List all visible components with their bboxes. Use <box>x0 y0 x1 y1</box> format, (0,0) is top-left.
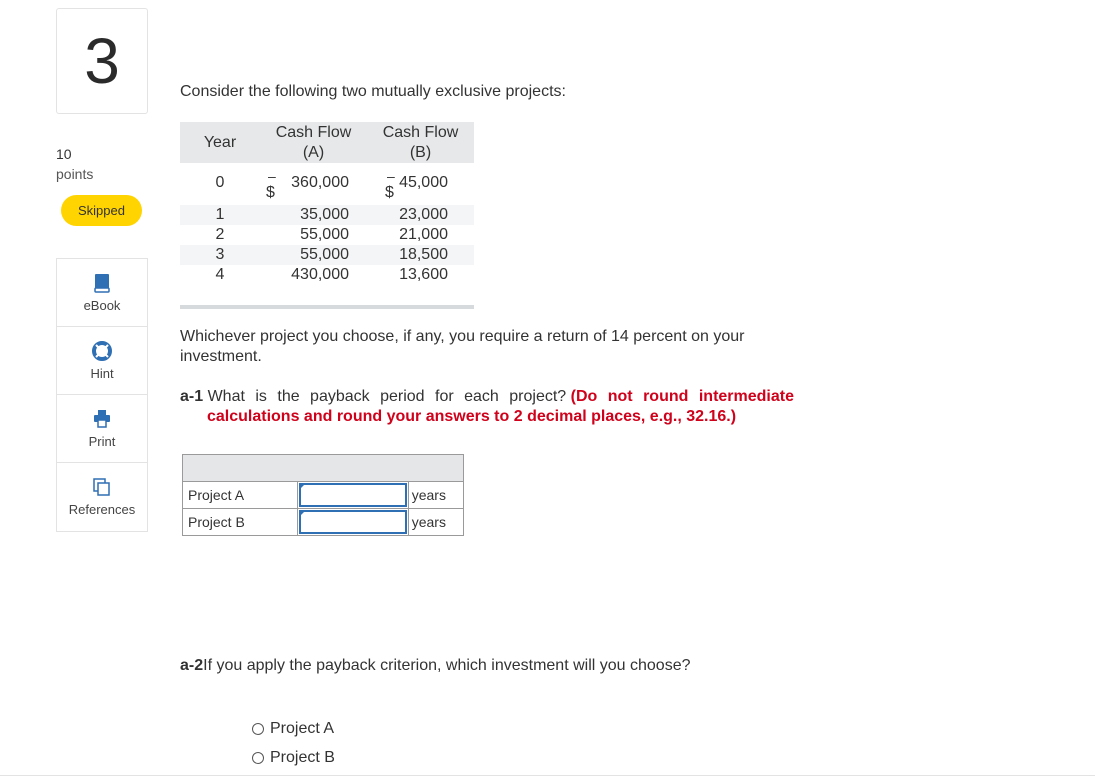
year-header: Year <box>203 133 237 151</box>
answer-table-header <box>183 455 464 482</box>
project-b-payback-input[interactable] <box>299 510 407 534</box>
question-a1 <box>180 387 880 427</box>
print-label: Print <box>88 433 116 449</box>
a2-text: If you apply the payback criterion, which investment will you choose? <box>203 657 691 674</box>
year-cell: 1 <box>215 206 225 223</box>
table-bottom-rule <box>180 305 474 309</box>
cash-flow-a-cell: 35,000 <box>300 206 349 223</box>
table-row <box>183 509 464 536</box>
radio-button[interactable] <box>252 752 264 764</box>
cash-flow-b-cell: 18,500 <box>399 246 448 263</box>
cash-flow-b-header-line1: Cash Flow <box>382 123 459 141</box>
radio-button[interactable] <box>252 723 264 735</box>
table-row <box>183 482 464 509</box>
table-row <box>180 245 474 265</box>
a1-instruction-line2: calculations and round your answers to 2 decimal places, e.g., 32.16.) <box>207 408 737 425</box>
cash-flow-a-header <box>260 123 367 163</box>
project-b-label: Project B <box>183 509 298 536</box>
project-b-unit: years <box>408 509 463 536</box>
table-row <box>180 225 474 245</box>
question-number: 3 <box>84 25 120 97</box>
input-flag-icon <box>300 511 305 516</box>
table-row <box>180 265 474 285</box>
cash-flow-b-header-line2: (B) <box>409 143 432 161</box>
printer-icon <box>92 409 112 429</box>
references-label: References <box>68 502 136 517</box>
year-cell: 2 <box>215 226 225 243</box>
project-choice-radio-group <box>252 714 335 772</box>
input-flag-icon <box>300 484 305 489</box>
table-row <box>180 205 474 225</box>
hint-button[interactable] <box>57 327 147 395</box>
cash-flow-a-header-line2: (A) <box>302 143 325 161</box>
cash-flow-b-header <box>367 123 474 163</box>
references-button[interactable] <box>57 463 147 531</box>
points-label: points <box>56 166 94 182</box>
points-value: 10 <box>56 146 72 162</box>
negative-sign-a: – <box>268 168 276 184</box>
project-b-input-cell <box>298 509 409 536</box>
year-cell: 4 <box>215 266 225 283</box>
a1-instruction-line1: (Do not round intermediate <box>570 388 794 405</box>
currency-symbol-b: $ <box>385 184 394 201</box>
print-button[interactable] <box>57 395 147 463</box>
hint-label: Hint <box>90 365 114 381</box>
answer-table <box>182 454 464 536</box>
cash-flow-a-header-line1: Cash Flow <box>275 123 352 141</box>
currency-symbol-a: $ <box>266 184 275 201</box>
year-cell: 0 <box>215 174 225 191</box>
project-a-unit: years <box>408 482 463 509</box>
cash-flow-b-cell: 23,000 <box>399 206 448 223</box>
cash-flow-a-cell: 55,000 <box>300 246 349 263</box>
ebook-button[interactable] <box>57 259 147 327</box>
radio-option-project-a[interactable] <box>252 714 335 743</box>
a1-label: a-1 <box>180 388 204 405</box>
negative-sign-b: – <box>387 168 395 184</box>
radio-label: Project A <box>270 719 335 737</box>
cash-flow-a-cell <box>260 168 367 201</box>
intro-text: Consider the following two mutually exclusive projects: <box>180 83 566 100</box>
a2-label: a-2 <box>180 657 204 674</box>
cash-flow-b-cell <box>367 168 474 201</box>
project-a-payback-input[interactable] <box>299 483 407 507</box>
project-a-input-cell <box>298 482 409 509</box>
year-cell: 3 <box>215 246 225 263</box>
cash-flow-a-cell: 430,000 <box>291 266 349 283</box>
question-number-box <box>56 8 148 114</box>
cash-flow-a-value: 360,000 <box>291 174 349 191</box>
cash-flow-b-value: 45,000 <box>399 174 448 191</box>
question-a2 <box>180 657 690 675</box>
project-a-label: Project A <box>183 482 298 509</box>
answer-table-header-cell <box>183 455 464 482</box>
bottom-divider <box>0 775 1095 776</box>
book-icon <box>92 273 112 293</box>
a1-text: What is the payback period for each project? <box>207 388 567 405</box>
radio-label: Project B <box>270 748 335 766</box>
required-return-text: Whichever project you choose, if any, you require a return of 14 percent on your investment. <box>180 328 745 365</box>
cash-flow-b-cell: 13,600 <box>399 266 448 283</box>
lifebuoy-icon <box>92 341 112 361</box>
cash-flow-a-cell: 55,000 <box>300 226 349 243</box>
cash-flow-table <box>180 122 474 309</box>
tools-panel <box>56 258 148 532</box>
copy-icon <box>92 477 112 497</box>
status-badge: Skipped <box>61 195 142 226</box>
ebook-label: eBook <box>83 297 121 313</box>
table-row <box>180 165 474 201</box>
cash-flow-b-cell: 21,000 <box>399 226 448 243</box>
cash-flow-header <box>180 122 474 163</box>
radio-option-project-b[interactable] <box>252 743 335 772</box>
